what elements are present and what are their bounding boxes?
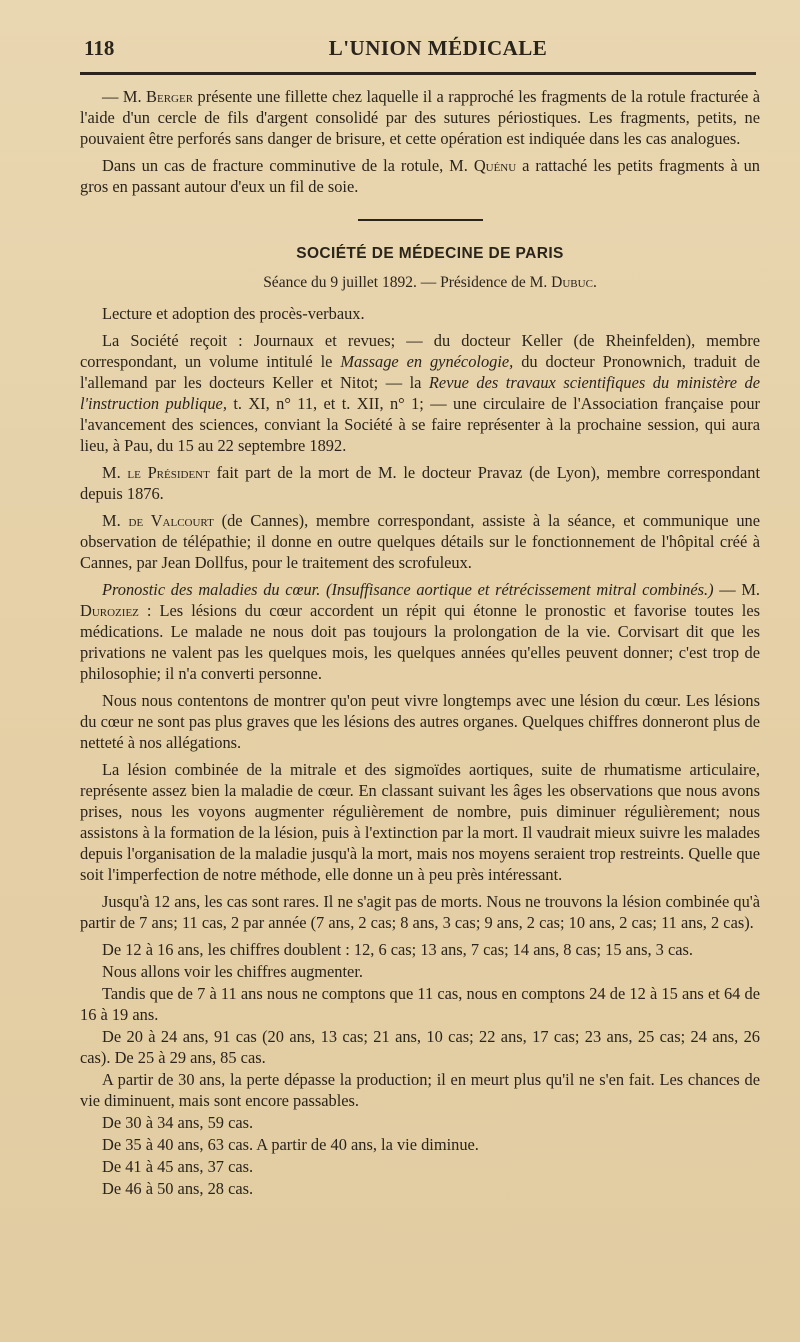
seance-suffix: . xyxy=(592,274,597,291)
text-prefix: — M. xyxy=(713,580,760,599)
paragraph-berger xyxy=(80,86,760,149)
topic-title: Pronostic des maladies du cœur. (Insuffisance aortique et rétrécissement mitral combinés.) xyxy=(102,580,714,599)
paragraph-duroziez xyxy=(80,579,760,684)
paragraph-valcourt xyxy=(80,510,760,573)
speaker-name: de Valcourt xyxy=(128,511,214,530)
author-name: Berger xyxy=(146,87,194,106)
running-title: L'UNION MÉDICALE xyxy=(328,36,548,60)
paragraph-11: Tandis que de 7 à 11 ans nous ne comptons que 11 cas, nous en comptons 24 de 12 à 15 ans et 64 de 16 à 19 ans. xyxy=(80,984,760,1024)
header-rule xyxy=(80,72,756,75)
seance-text: Séance du 9 juillet 1892. — Présidence de M. xyxy=(263,274,552,291)
paragraph-text: fait part de la mort de M. le docteur Pravaz (de Lyon), membre correspondant depuis 1876. xyxy=(80,463,760,503)
paragraph-text: (de Cannes), membre correspondant, assiste à la séance, et communique une observation de télépathie; il donne en outre quelques détails sur le fonctionnement de l'hôpital créé à Cannes, par Jean Dollfus, pour le traitement des scrofuleux. xyxy=(80,511,760,572)
article-body xyxy=(80,86,760,1200)
page-header xyxy=(80,34,756,64)
journal-title: Revue des travaux scientifiques du ministère de l'instruction publique, xyxy=(80,373,760,413)
paragraph-quenu xyxy=(80,155,760,197)
paragraph-7: La lésion combinée de la mitrale et des sigmoïdes aortiques, suite de rhumatisme articulaire, représente assez bien la maladie de cœur. En classant suivant les âges les observations que nous avons prises, nous les voyons augmenter régulièrement de nombre, puis diminuer régulièrement; nous assistons à la formation de la lésion, puis à l'extinction par la mort. Il vaudrait mieux suivre les malades depuis l'organisation de la maladie jusqu'à la mort, mais nos moyens seraient trop restreints. Quelle que soit l'imperfection de notre méthode, elle donne un à peu près intéressant. xyxy=(80,760,760,884)
paragraph-text: t. XI, n° 11, et t. XII, n° 1; — une circulaire de l'Association française pour l'avancement des sciences, conviant la Société à se faire représenter à la prochaine session, qui aura lieu, à Pau, du 15 au 22 septembre 1892. xyxy=(80,394,760,455)
text-prefix: Dans un cas de fracture comminutive de la rotule, M. xyxy=(102,156,474,175)
paragraph-12: De 20 à 24 ans, 91 cas (20 ans, 13 cas; 21 ans, 10 cas; 22 ans, 17 cas; 23 ans, 25 cas; 24 ans, 26 cas). De 25 à 29 ans, 85 cas. xyxy=(80,1027,760,1067)
paragraph-lecture: Lecture et adoption des procès-verbaux. xyxy=(102,304,365,323)
paragraph-text: a rattaché les petits fragments à un gros en passant autour d'eux un fil de soie. xyxy=(80,156,760,196)
text-prefix: M. xyxy=(102,511,129,530)
book-title: Massage en gynécologie, xyxy=(340,352,514,371)
section-title: SOCIÉTÉ DE MÉDECINE DE PARIS xyxy=(296,245,564,262)
paragraph-president xyxy=(80,462,760,504)
paragraph-15: De 35 à 40 ans, 63 cas. A partir de 40 ans, la vie diminue. xyxy=(102,1135,479,1154)
author-name: Quénu xyxy=(473,156,517,175)
paragraph-16: De 41 à 45 ans, 37 cas. xyxy=(102,1157,254,1176)
paragraph-14: De 30 à 34 ans, 59 cas. xyxy=(102,1113,254,1132)
text-prefix: M. xyxy=(102,463,128,482)
paragraph-6: Nous nous contentons de montrer qu'on peut vivre longtemps avec une lésion du cœur. Les lésions du cœur ne sont pas plus graves que les lésions des autres organes. Quelques chiffres donneront plus de netteté à nos allégations. xyxy=(80,691,760,752)
paragraph-text: : Les lésions du cœur accordent un répit qui étonne le pronostic et favorise toutes les médications. Le malade ne nous doit pas toujours la prolongation de la vie. Corvisart dit que les privations ne valent pas les quelques mois, les quelques années qu'elles peuvent donner; c'est trop de philosophie; il n'a converti personne. xyxy=(80,601,760,683)
paragraph-text: La Société reçoit : Journaux et revues; — du docteur Keller (de Rheinfelden), membre correspondant, un volume intitulé le xyxy=(80,331,760,371)
seance-line xyxy=(80,272,760,293)
section-divider xyxy=(358,219,483,221)
speaker-name: le Président xyxy=(127,463,210,482)
paragraph-text: présente une fillette chez laquelle il a rapproché les fragments de la rotule fracturée à l'aide d'un cercle de fils d'argent consolidé par des sutures périostiques. Les fragments, petits, ne pouvaient être perforés sans danger de brisure, et cette opération est indiquée dans les cas analogues. xyxy=(80,87,760,148)
speaker-name: Duroziez xyxy=(80,601,139,620)
paragraph-17: De 46 à 50 ans, 28 cas. xyxy=(102,1179,254,1198)
paragraph-9: De 12 à 16 ans, les chiffres doublent : 12, 6 cas; 13 ans, 7 cas; 14 ans, 8 cas; 15 ans, 3 cas. xyxy=(102,940,693,959)
paragraph-correspondance xyxy=(80,330,760,456)
text-prefix: — M. xyxy=(102,87,147,106)
paragraph-8: Jusqu'à 12 ans, les cas sont rares. Il ne s'agit pas de morts. Nous ne trouvons la lésion combinée qu'à partir de 7 ans; 11 cas, 2 par année (7 ans, 2 cas; 8 ans, 3 cas; 9 ans, 2 cas; 10 ans, 2 cas; 11 ans, 2 cas). xyxy=(80,892,760,932)
page-number: 118 xyxy=(84,36,115,60)
paragraph-13: A partir de 30 ans, la perte dépasse la production; il en meurt plus qu'il ne s'en fait. Les chances de vie diminuent, mais sont encore passables. xyxy=(80,1070,760,1110)
president-name: Dubuc xyxy=(551,274,593,291)
paragraph-text: du docteur Pronownich, traduit de l'allemand par les docteurs Keller et Nitot; — la xyxy=(80,352,760,392)
paragraph-10: Nous allons voir les chiffres augmenter. xyxy=(102,962,363,981)
